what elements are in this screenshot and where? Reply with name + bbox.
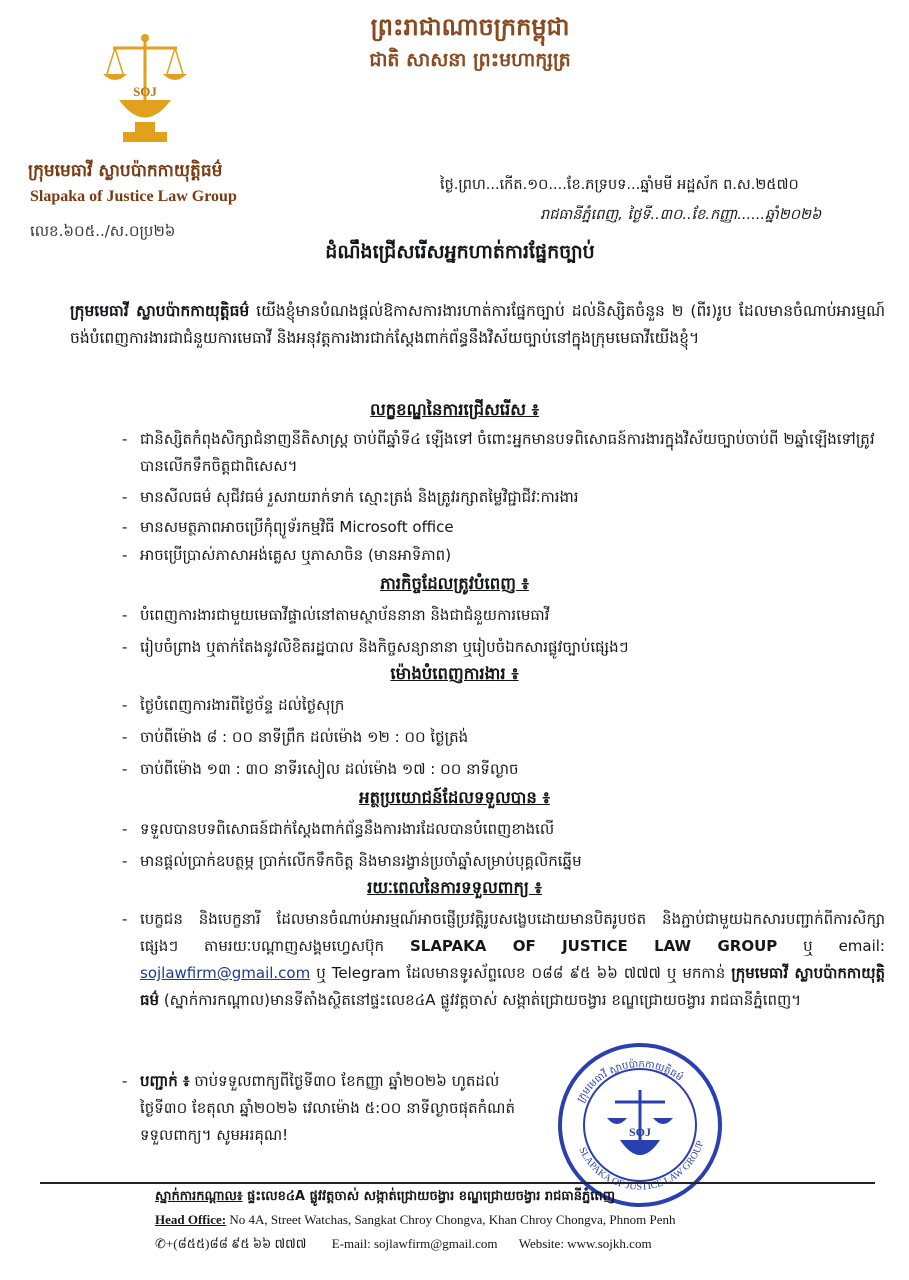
benefits-title: អត្ថប្រយោជន៍ដែលទទួលបាន ៖ [359, 788, 550, 807]
kingdom-title: ព្រះរាជាណាចក្រកម្ពុជា [370, 12, 570, 41]
footer-en-address: Head Office: No 4A, Street Watchas, Sangkat Chroy Chongva, Khan Chroy Chongva, Phnom Penh [155, 1212, 676, 1227]
phone-icon: ✆ [155, 1236, 166, 1251]
org-name: ក្រុមមេធាវី ស្លាបប៉ាកកាយុត្តិធម៌ [140, 964, 886, 1009]
footer-contacts [155, 1236, 885, 1255]
intro-text: យើងខ្ញុំមានបំណងផ្ដល់ឱកាសការងារហាត់ការផ្នែកច្បាប់ ដល់និស្សិតចំនួន ២ (ពីរ)រូប ដែលមានចំណាប់អារម្មណ៍ចង់បំពេញការងារជាជំនួយការមេធាវី និងអនុវត្តការងារជាក់ស្ដែងពាក់ព័ន្ធនឹងវិស័យច្បាប់នៅក្នុងក្រុមមេធាវីយើងខ្ញុំ។ [70, 302, 885, 347]
intro-paragraph [70, 298, 885, 352]
intro-org: ក្រុមមេធាវី ស្លាបប៉ាកកាយុត្តិធម៌ [70, 302, 250, 320]
footer-phone: +(៨៥៥)៨៨ ៩៥ ៦៦ ៧៧៧ [165, 1236, 307, 1251]
list-item: - ចាប់ពីម៉ោង ៨ : ០០ នាទីព្រឹក ដល់ម៉ោង ១២ : ០០ ថ្ងៃត្រង់ [122, 728, 469, 746]
list-item: - ជានិស្សិតកំពុងសិក្សាជំនាញនីតិសាស្ត្រ ចាប់ពីឆ្នាំទី៤ ឡើងទៅ ចំពោះអ្នកមានបទពិសោធន៍ការងារក្នុងវិស័យច្បាប់ចាប់ពី ២ឆ្នាំឡើងទៅត្រូវបានលើកទឹកចិត្តជាពិសេស។ [122, 430, 875, 475]
list-item: - បេក្ខជន និងបេក្ខនារី ដែលមានចំណាប់អារម្មណ៍អាចផ្ញើប្រវត្តិរូបសង្ខេបដោយមានបិតរូបថត និងភ្ជាប់ជាមួយឯកសារបញ្ជាក់ពីការសិក្សាផ្សេងៗ តាមរយៈបណ្ដាញសង្គមហ្វេសប៊ុក SLAPAKA OF JUSTICE LAW GROUP ឬ email: sojlawfirm@gmail.com ឬ Telegram ដែលមានទូរស័ព្ទលេខ ០៨៨ ៩៥ ៦៦ ៧៧៧ ឬ មកកាន់ ក្រុមមេធាវី ស្លាបប៉ាកកាយុត្តិធម៌ (ស្នាក់ការកណ្ដាល)មានទីតាំងស្ថិតនៅផ្ទះលេខ៤A ផ្លូវវត្តចាស់ សង្កាត់ជ្រោយចង្វារ ខណ្ឌជ្រោយចង្វារ រាជធានីភ្នំពេញ។ [122, 910, 886, 1009]
list-item: - មានផ្ដល់ប្រាក់ឧបត្ថម្ភ ប្រាក់លើកទឹកចិត្ត និងមានរង្វាន់ប្រចាំឆ្នាំសម្រាប់បុគ្គលិកឆ្នើម [122, 852, 582, 870]
svg-text:ក្រុមមេធាវី ស្លាបប៉ាកកាយុត្តិធ: ក្រុមមេធាវី ស្លាបប៉ាកកាយុត្តិធម៌ [575, 1059, 685, 1105]
document-title: ដំណឹងជ្រើសរើសអ្នកហាត់ការផ្នែកច្បាប់ [325, 241, 595, 263]
list-item: - ចាប់ពីម៉ោង ១៣ : ៣០ នាទីរសៀល ដល់ម៉ោង ១៧ : ០០ នាទីល្ងាច [122, 760, 519, 778]
svg-text:SLAPAKA OF JUSTICE LAW GROUP: SLAPAKA OF JUSTICE LAW GROUP [576, 1139, 707, 1193]
list-item: - បញ្ជាក់ ៖ ចាប់ទទួលពាក្យពីថ្ងៃទី៣០ ខែកញ្ញា ឆ្នាំ២០២៦ ហូតដល់ថ្ងៃទី៣០ ខែតុលា ឆ្នាំ២០២៦ វេលាម៉ោង ៥:០០ នាទីល្ងាចផុតកំណត់ទទួលពាក្យ។ សូមអរគុណ! [122, 1072, 515, 1144]
footer-website[interactable]: Website: www.sojkh.com [518, 1236, 652, 1251]
reference-number: លេខ.៦០៥../ស.០ប្រ២៦ [30, 222, 176, 240]
firm-name-kh: ក្រុមមេធាវី ស្លាបប៉ាកកាយុត្តិធម៌ [28, 161, 223, 181]
list-item: - ថ្ងៃបំពេញការងារពីថ្ងៃច័ន្ទ ដល់ថ្ងៃសុក្រ [122, 696, 345, 714]
duties-title: ភារកិច្ចដែលត្រូវបំពេញ ៖ [380, 574, 529, 593]
solar-date: រាជធានីភ្នំពេញ, ថ្ងៃទី..៣០..ខែ.កញ្ញា......ឆ្នាំ២០២៦ [540, 207, 822, 223]
criteria-title: លក្ខខណ្ឌនៃការជ្រើសរើស ៖ [370, 400, 539, 419]
firm-name-en: Slapaka of Justice Law Group [30, 188, 237, 205]
list-item: - បំពេញការងារជាមួយមេធាវីផ្ទាល់នៅតាមស្ថាប័ននានា និងជាជំនួយការមេធាវី [122, 606, 550, 624]
footer-divider [40, 1182, 875, 1184]
application-title: រយៈពេលនៃការទទួលពាក្យ ៖ [367, 878, 542, 897]
footer-kh-address: ស្នាក់ការកណ្ដាល៖ ផ្ទះលេខ៤A ផ្លូវវត្តចាស់ សង្កាត់ជ្រោយចង្វារ ខណ្ឌជ្រោយចង្វារ រាជធានីភ្នំពេញ [155, 1189, 616, 1204]
note-label: បញ្ជាក់ ៖ [140, 1072, 190, 1090]
list-item: - មានសមត្ថភាពអាចប្រើកុំព្យូទ័រកម្មវិធី Microsoft office [122, 518, 454, 536]
national-motto: ជាតិ សាសនា ព្រះមហាក្សត្រ [369, 49, 571, 71]
official-stamp [555, 1040, 725, 1210]
list-item: - ទទួលបានបទពិសោធន៍ជាក់ស្ដែងពាក់ព័ន្ធនឹងការងារដែលបានបំពេញខាងលើ [122, 820, 555, 838]
facebook-page-name: SLAPAKA OF JUSTICE LAW GROUP [409, 937, 778, 955]
list-item: - អាចប្រើប្រាស់ភាសាអង់គ្លេស ឬភាសាចិន (មានអាទិភាព) [122, 546, 452, 564]
footer-email[interactable]: E-mail: sojlawfirm@gmail.com [331, 1236, 498, 1251]
firm-logo [95, 30, 195, 150]
list-item: - មានសីលធម៌ សុជីវធម៌ រួសរាយរាក់ទាក់ ស្មោះត្រង់ និងត្រូវរក្សាតម្លៃវិជ្ជាជីវៈការងារ [122, 488, 579, 506]
email-link[interactable]: sojlawfirm@gmail.com [140, 964, 311, 982]
list-item: - រៀបចំព្រាង ឬតាក់តែងនូវលិខិតរដ្ឋបាល និងកិច្ចសន្យានានា ឬរៀបចំឯកសារផ្លូវច្បាប់ផ្សេងៗ [122, 638, 629, 656]
svg-text:SOJ: SOJ [133, 84, 157, 99]
hours-title: ម៉ោងបំពេញការងារ ៖ [390, 664, 519, 683]
svg-text:SOJ: SOJ [628, 1125, 652, 1139]
lunar-date: ថ្ងៃ.ព្រហ...កើត.១០....ខែ.ភទ្របទ...ឆ្នាំមមី អដ្ឋស័ក ព.ស.២៥៧០ [440, 177, 799, 193]
